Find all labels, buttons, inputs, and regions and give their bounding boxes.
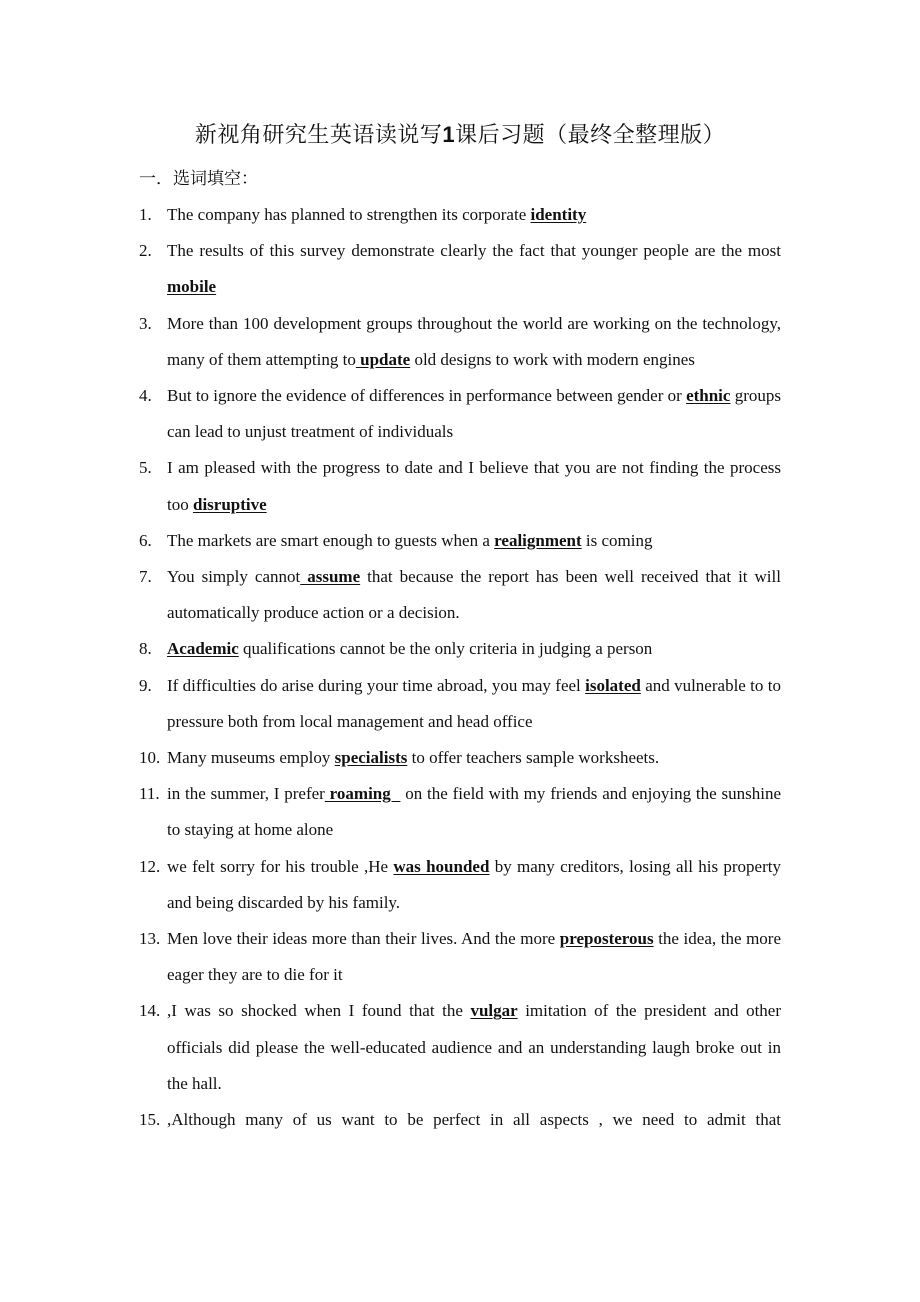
item-number: 7. [139, 567, 152, 587]
item-text [167, 993, 781, 1102]
answer-word: roaming [324, 784, 401, 804]
list-item [139, 921, 781, 993]
item-number: 5. [139, 458, 152, 478]
item-number: 4. [139, 386, 152, 406]
item-text-after: is coming [581, 530, 653, 550]
item-text-before: we felt sorry for his trouble ,He [167, 856, 394, 876]
item-text [167, 849, 781, 921]
item-text [167, 378, 781, 450]
list-item [139, 993, 781, 1102]
list-item [139, 306, 781, 378]
item-text [167, 197, 781, 233]
list-item [139, 668, 781, 740]
answer-word: isolated [585, 675, 641, 695]
item-text-before: The markets are smart enough to guests when a [167, 530, 495, 550]
item-text-before: More than 100 development groups throughout the world are working on the technology, many of them attempting to [167, 313, 781, 369]
answer-word: was hounded [393, 856, 490, 876]
item-text [167, 776, 781, 848]
list-item [139, 559, 781, 631]
item-text-after: to offer teachers sample worksheets. [407, 748, 660, 768]
item-number: 15. [139, 1110, 161, 1130]
item-number: 13. [139, 929, 161, 949]
item-number: 2. [139, 241, 152, 261]
item-text-after: groups can lead to unjust treatment of individuals [167, 386, 781, 442]
answer-word: disruptive [192, 494, 267, 514]
item-number: 11. [139, 784, 160, 804]
item-text-before: You simply cannot [167, 567, 301, 587]
item-text-after: old designs to work with modern engines [410, 349, 695, 369]
item-text [167, 921, 781, 993]
item-text [167, 668, 781, 740]
answer-word: preposterous [559, 929, 654, 949]
item-number: 9. [139, 675, 152, 695]
document-title [0, 119, 920, 151]
item-number: 1. [139, 205, 152, 224]
answer-word: identity [530, 205, 587, 224]
title-number: 1 [442, 122, 456, 147]
item-text [167, 740, 781, 776]
item-text-after: qualifications cannot be the only criteria in judging a person [238, 639, 653, 659]
item-text [167, 559, 781, 631]
item-number: 3. [139, 313, 152, 333]
item-text-before: Men love their ideas more than their lives. And the more [167, 929, 560, 949]
exercise-list [139, 197, 781, 1138]
item-text-before: ,Although many of us want to be perfect in all aspects , we need to admit that [167, 1110, 781, 1130]
list-item [139, 776, 781, 848]
answer-word: Academic [167, 639, 239, 659]
item-text-before: Many museums employ [167, 748, 335, 768]
list-item [139, 1102, 781, 1138]
item-text-after: and vulnerable to to pressure both from local management and head office [167, 675, 781, 731]
item-text-after: by many creditors, losing all his property and being discarded by his family. [167, 856, 781, 912]
item-text-before: The results of this survey demonstrate clearly the fact that younger people are the most [167, 241, 781, 261]
item-text-before: in the summer, I prefer [167, 784, 325, 804]
answer-word: ethnic [686, 386, 731, 406]
item-text-after: that because the report has been well received that it will automatically produce action or a decision. [167, 567, 781, 623]
answer-word: update [355, 349, 411, 369]
title-text-pre: 新视角研究生英语读说写 [194, 122, 443, 147]
list-item [139, 378, 781, 450]
item-text-before: The company has planned to strengthen its corporate [167, 205, 531, 224]
section-heading: 一．选词填空： [139, 169, 258, 188]
item-text-before: But to ignore the evidence of differences in performance between gender or [167, 386, 687, 406]
item-text [167, 233, 781, 305]
item-text-before: I am pleased with the progress to date and I believe that you are not finding the process too [167, 458, 781, 514]
list-item [139, 450, 781, 522]
item-text-after: the idea, the more eager they are to die for it [167, 929, 782, 985]
item-number: 10. [139, 748, 161, 768]
item-text [167, 450, 781, 522]
item-number: 6. [139, 530, 152, 550]
answer-word: vulgar [470, 1001, 518, 1021]
item-number: 14. [139, 1001, 161, 1021]
item-number: 8. [139, 639, 152, 659]
title-text-post: 课后习题（最终全整理版） [455, 122, 726, 147]
list-item [139, 523, 781, 559]
item-text-before: ,I was so shocked when I found that the [167, 1001, 471, 1021]
item-text [167, 631, 781, 667]
list-item [139, 849, 781, 921]
item-text-before: If difficulties do arise during your time abroad, you may feel [167, 675, 586, 695]
list-item [139, 631, 781, 667]
item-number: 12. [139, 856, 161, 876]
item-text [167, 1102, 781, 1138]
item-text-after: imitation of the president and other officials did please the well-educated audience and an understanding laugh broke out in the hall. [167, 1001, 782, 1093]
answer-word: specialists [334, 748, 408, 768]
answer-word: mobile [167, 277, 217, 297]
list-item [139, 740, 781, 776]
answer-word: assume [300, 567, 361, 587]
item-text-after: on the field with my friends and enjoying the sunshine to staying at home alone [167, 784, 781, 840]
answer-word: realignment [494, 530, 582, 550]
list-item [139, 197, 781, 233]
item-text [167, 523, 781, 559]
item-text [167, 306, 781, 378]
list-item [139, 233, 781, 305]
